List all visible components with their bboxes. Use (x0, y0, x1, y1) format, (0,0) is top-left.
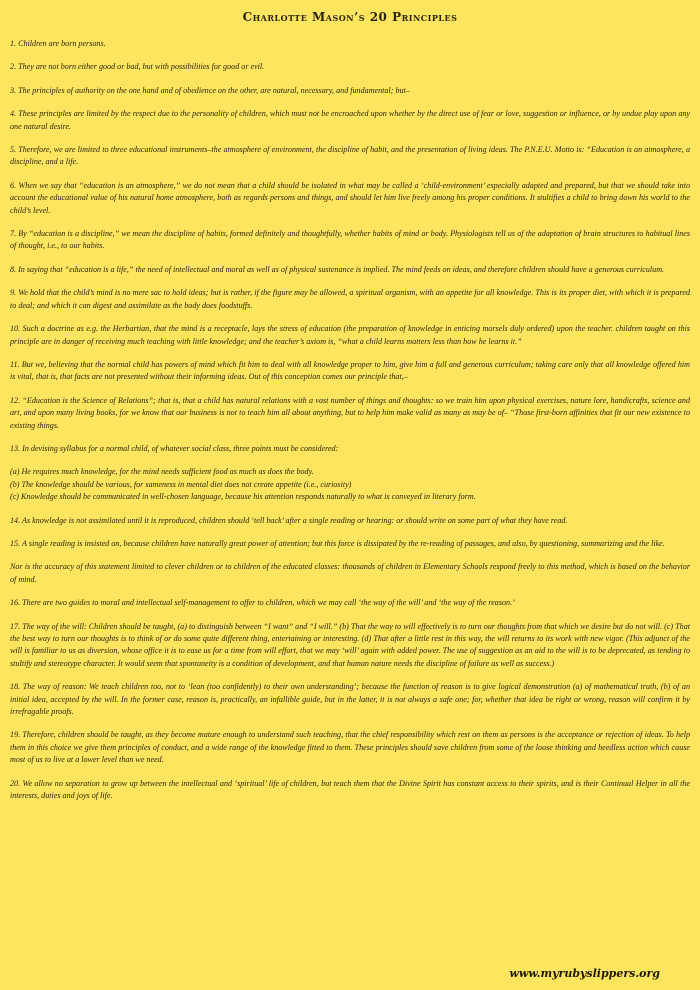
principle-3: 3. The principles of authority on the one hand and of obedience on the other, are natural, necessary, and fundamental; but– (10, 85, 410, 95)
principle-5: 5. Therefore, we are limited to three educational instruments–the atmosphere of environment, the discipline of habit, and the presentation of living ideas. The P.N.E.U. Motto is: “Education is an atmosphere, a discipline, and a life. (10, 145, 690, 167)
principle-18: 18. The way of reason: We teach children too, not to ‘lean (too confidently) to their own understanding’; because the function of reason is to give logical demonstration (a) of mathematical truth, (b) of an initial idea, accepted by the will. In the former case, reason is, practically, an infallible guide, but in the latter, it is not always a safe one; for, whether that idea be right or wrong, reason will confirm it by irrefragable proofs. (10, 682, 690, 717)
sublist-item-a: (a) He requires much knowledge, for the mind needs sufficient food as much as does the body. (10, 467, 314, 477)
principle-17: 17. The way of the will: Children should be taught, (a) to distinguish between “I want” and “I will.” (b) That the way to will effectively is to turn our thoughts from that which we desire but do not will. (c) That the best way to turn our thoughts is to think of or do some quite different thing, entertaining or interesting. (d) That after a little rest in this way, the will returns to its work with new vigor. (This adjunct of the will is familiar to us as diversion, whose office it is to ease us for a time from will effort, that we may ‘will’ again with added power. The use of suggestion as an aid to the will is to be deprecated, as tending to stultify and stereotype character. It would seem that spontaneity is a condition of development, and that human nature needs the discipline of failure as well as success.) (10, 621, 690, 668)
principle-19: 19. Therefore, children should be taught, as they become mature enough to understand such teaching, that the chief responsibility which rest on them as persons is the acceptance or rejection of ideas. To help them in this choice we give them principles of conduct, and a wide range of the knowledge fitted to them. These principles should save children from some of the loose thinking and heedless action which cause most of us to live at a lower level than we need. (10, 730, 690, 765)
principle-8: 8. In saying that “education is a life,” the need of intellectual and moral as well as of physical sustenance is implied. The mind feeds on ideas, and therefore children should have a generous curriculum. (10, 264, 665, 274)
principle-2: 2. They are not born either good or bad, but with possibilities for good or evil. (10, 62, 265, 72)
principles-list-b (10, 515, 690, 803)
sublist-item-c: (c) Knowledge should be communicated in well-chosen language, because his attention responds naturally to what is conveyed in literary form. (10, 492, 476, 502)
principle-1: 1. Children are born persons. (10, 39, 106, 48)
principle-13: 13. In devising syllabus for a normal child, of whatever social class, three points must be considered: (10, 443, 339, 453)
website-url: www.myrubyslippers.org (509, 967, 660, 980)
principles-list-a (10, 38, 690, 455)
principle-7: 7. By “education is a discipline,” we mean the discipline of habits, formed definitely and thoughtfully, whether habits of mind or body. Physiologists tell us of the adaptation of brain structures to habitual lines of thought, i.e., to our habits. (10, 229, 690, 251)
principle-6: 6. When we say that “education is an atmosphere,” we do not mean that a child should be isolated in what may be called a ‘child-environment’ especially adapted and prepared, but that we should take into account the educational value of his natural home atmosphere, both as regards persons and things, and should let him live freely among his proper conditions. It stultifies a child to bring down his world to the child’s level. (10, 180, 690, 215)
principle-10: 10. Such a doctrine as e.g. the Herbartian, that the mind is a receptacle, lays the stress of education (the preparation of knowledge in enticing morsels duly ordered) upon the teacher. children taught on this principle are in danger of receiving much teaching with little knowledge; and the teacher’s axiom is, “what a child learns matters less than how he learns it.” (10, 324, 690, 346)
principle-12: 12. “Education is the Science of Relations”; that is, that a child has natural relations with a vast number of things and thoughts: so we train him upon physical exercises, nature lore, handicrafts, science and art, and upon many living books, for we know that our business is not to teach him all about anything, but to help him make valid as many as may be of– “Those first-born affinities that fit our new existence to existing things. (10, 395, 690, 430)
principle-16: 16. There are two guides to moral and intellectual self-management to offer to children, which we may call ‘the way of the will’ and ‘the way of the reason.’ (10, 598, 515, 608)
principle-11: 11. But we, believing that the normal child has powers of mind which fit him to deal with all knowledge proper to him, give him a full and generous curriculum; taking care only that all knowledge offered him is vital, that is, that facts are not presented without their informing ideas. Out of this conception comes our principle that,– (10, 359, 690, 382)
principle-14: 14. As knowledge is not assimilated until it is reproduced, children should ‘tell back’ after a single reading or hearing: or should write on some part of what they have read. (10, 515, 568, 525)
principle-20: 20. We allow no separation to grow up between the intellectual and ‘spiritual’ life of children, but teach them that the Divine Spirit has constant access to their spirits, and is their Continual Helper in all the interests, duties and joys of life. (10, 778, 690, 801)
principle-15: 15. A single reading is insisted on, because children have naturally great power of attention; but this force is dissipated by the re-reading of passages, and also, by questioning, summarizing and the like. (10, 538, 665, 548)
page-title: Charlotte Mason’s 20 Principles (242, 10, 458, 24)
principle-13-sublist (10, 466, 690, 503)
sublist-item-b: (b) The knowledge should be various, for sameness in mental diet does not create appetite (i.e., curiosity) (10, 479, 352, 489)
principle-9: 9. We hold that the child’s mind is no mere sac to hold ideas; but is rather, if the figure may be allowed, a spiritual organism, with an appetite for all knowledge. This is its proper diet, with which it is prepared to deal; and which it can digest and assimilate as the body does foodstuffs. (10, 288, 690, 310)
principle-4: 4. These principles are limited by the respect due to the personality of children, which must not be encroached upon whether by the direct use of fear or love, suggestion or influence, or by undue play upon any one natural desire. (10, 109, 690, 131)
principle-15-note: Nor is the accuracy of this statement limited to clever children or to children of the educated classes: thousands of children in Elementary Schools respond freely to this method, which is based on the behavior of mind. (10, 562, 690, 584)
